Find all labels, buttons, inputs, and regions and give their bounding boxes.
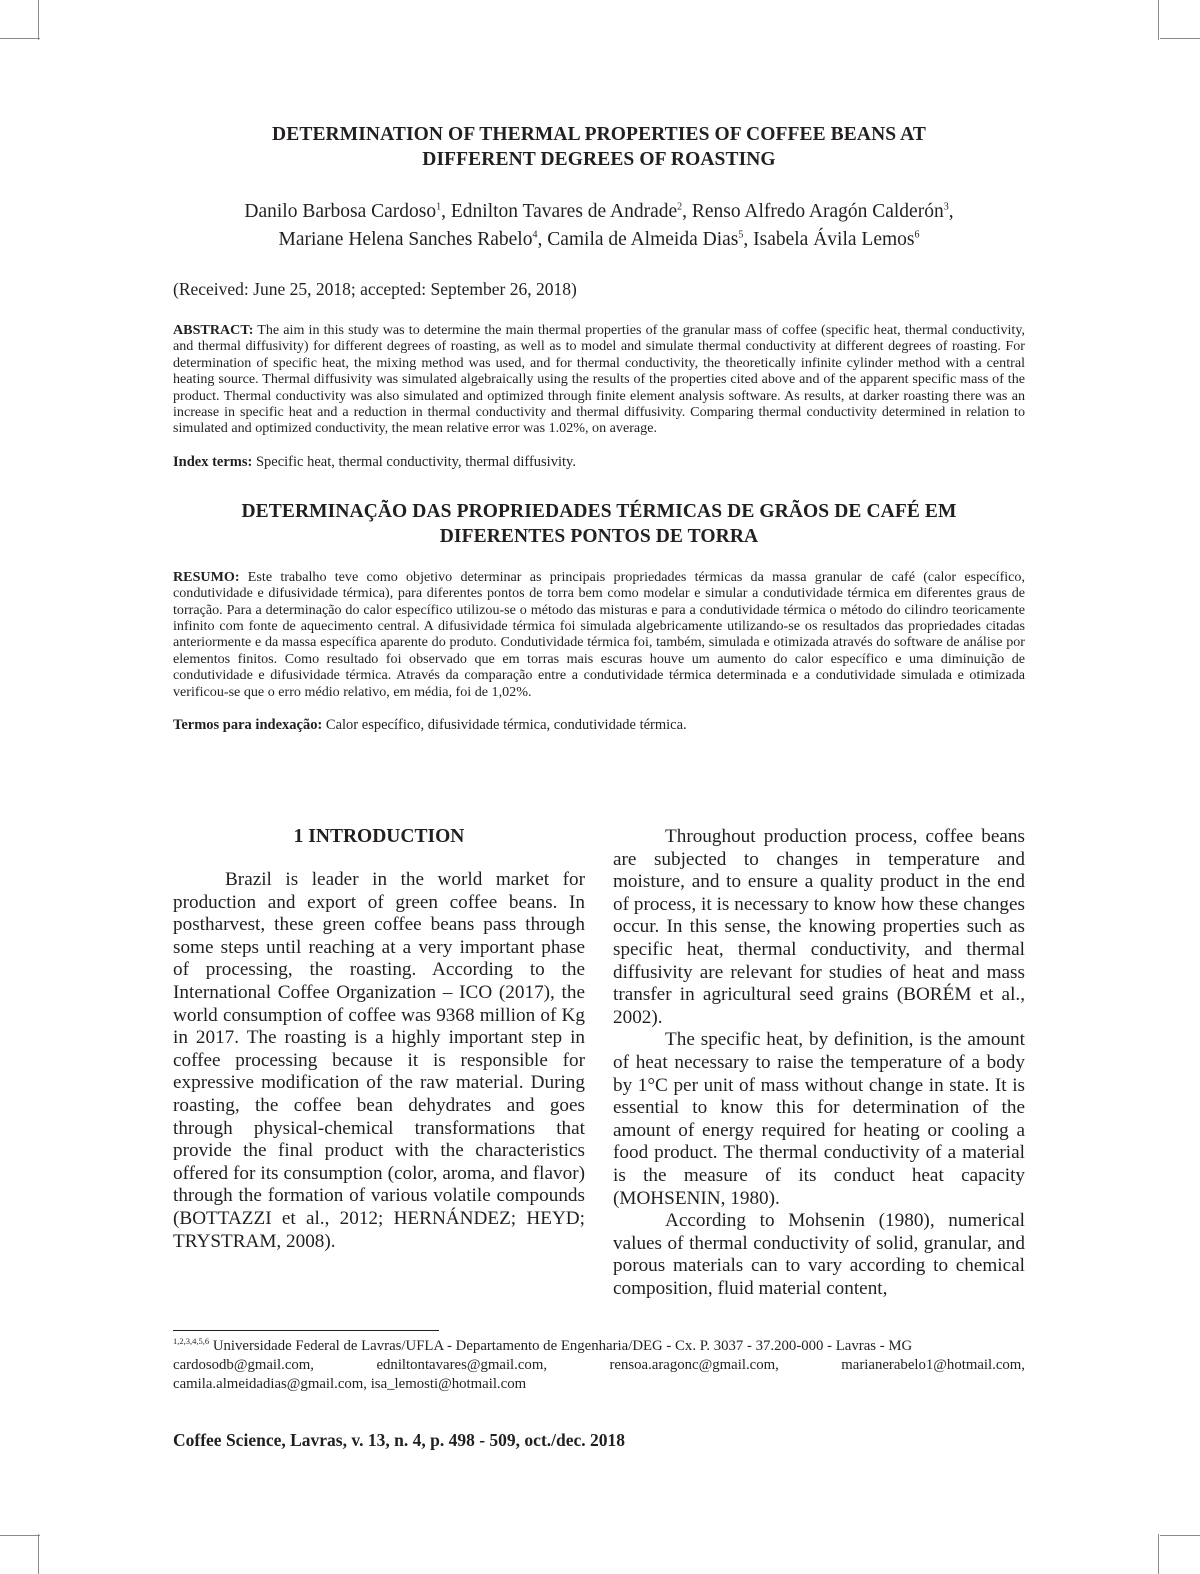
- resumo-label: RESUMO:: [173, 568, 240, 585]
- index-terms-label: Index terms:: [173, 453, 253, 470]
- index-terms-text: Specific heat, thermal conductivity, thermal diffusivity.: [252, 453, 576, 470]
- author: Camila de Almeida Dias$^5$,: [547, 229, 754, 250]
- paragraph: According to Mohsenin (1980), numerical values of thermal conductivity of solid, granular, and porous materials can to vary according to chemical composition, fluid material content,: [613, 1210, 1025, 1299]
- paragraph: Throughout production process, coffee beans are subjected to changes in temperature and moisture, and to ensure a quality product in the end of process, it is necessary to know how these changes occur. In this sense, the knowing properties such as specific heat, thermal conductivity, and thermal diffusivity are relevant for studies of heat and mass transfer in agricultural seed grains (BORÉM et al., 2002).: [613, 826, 1025, 1028]
- crop-mark: [1158, 1534, 1159, 1574]
- author: Isabela Ávila Lemos$^6$: [753, 229, 920, 250]
- crop-mark: [0, 1535, 40, 1536]
- author-emails: camila.almeidadias@gmail.com, isa_lemosti@hotmail.com: [173, 1376, 527, 1392]
- left-column: [173, 826, 585, 1300]
- author: Danilo Barbosa Cardoso$^1$,: [244, 201, 451, 222]
- termos-label: Termos para indexação:: [173, 717, 323, 734]
- crop-mark: [38, 0, 39, 40]
- right-column: [613, 826, 1025, 1300]
- paper-title-line-1: DETERMINATION OF THERMAL PROPERTIES OF COFFEE BEANS AT: [272, 124, 926, 145]
- abstract: [173, 322, 1025, 437]
- affiliation-footnote: [173, 1337, 1025, 1394]
- termos-indexacao: [173, 716, 1025, 734]
- paper-front-matter: [173, 122, 1025, 734]
- crop-mark: [38, 1534, 39, 1574]
- termos-text: Calor específico, difusividade térmica, condutividade térmica.: [322, 717, 687, 734]
- footnote-marker: 1,2,3,4,5,6: [173, 1336, 210, 1347]
- affiliation-text: Universidade Federal de Lavras/UFLA - Departamento de Engenharia/DEG - Cx. P. 3037 - 37.200-000 - Lavras - MG: [209, 1338, 913, 1354]
- paper-title-pt-line-1: DETERMINAÇÃO DAS PROPRIEDADES TÉRMICAS DE GRÃOS DE CAFÉ EM: [241, 500, 957, 522]
- resumo-text: Este trabalho teve como objetivo determinar as principais propriedades térmicas da massa granular de café (calor específico, condutividade e difusividade térmica), para diferentes pontos de torra bem como modelar e simular a condutividade térmica em diferentes graus de torração. Para a determinação do calor específico utilizou-se o método das misturas e para a condutividade térmica o método do cilindro teoricamente infinito com fonte de aquecimento central. A difusividade térmica foi simulada algebricamente utilizando-se os resultados das propriedades citadas anteriormente e da massa específica aparente do produto. Condutividade térmica foi, também, simulada e otimizada através do software de análise por elementos finitos. Como resultado foi observado que em torras mais escuras houve um aumento do calor específico e uma diminuição de condutividade e difusividade térmica. Através da comparação entre a condutividade térmica determinada e a condutividade simulada e otimizada verificou-se que o erro médio relativo, em média, foi de 1,02%.: [173, 568, 1025, 700]
- author-emails: cardosodb@gmail.com, edniltontavares@gmail.com, rensoa.aragonc@gmail.com, marianerabelo1@hotmail.com,: [173, 1357, 1025, 1373]
- abstract-label: ABSTRACT:: [173, 322, 254, 338]
- index-terms: [173, 453, 1025, 471]
- abstract-text: The aim in this study was to determine the main thermal properties of the granular mass of coffee (specific heat, thermal conductivity, and thermal diffusivity) for different degrees of roasting, as well as to model and simulate thermal conductivity at different degrees of roasting. For determination of specific heat, the mixing method was used, and for thermal conductivity, the theoretically infinite cylinder method with a central heating source. Thermal diffusivity was simulated algebraically using the results of the properties cited above and of the apparent specific mass of the product. Thermal conductivity was also simulated and optimized through finite element analysis software. As results, at darker roasting there was an increase in specific heat and a reduction in thermal conductivity and thermal diffusivity. Comparing thermal conductivity determined in relation to simulated and optimized conductivity, the mean relative error was 1.02%, on average.: [173, 322, 1025, 437]
- crop-mark: [1158, 0, 1159, 40]
- crop-mark: [1160, 1535, 1200, 1536]
- crop-mark: [0, 38, 40, 39]
- received-dates: (Received: June 25, 2018; accepted: September 26, 2018): [173, 279, 577, 299]
- crop-mark: [1160, 38, 1200, 39]
- paper-title-portuguese: [173, 499, 1025, 549]
- section-heading-introduction: 1 INTRODUCTION: [293, 826, 465, 847]
- author: Renso Alfredo Aragón Calderón$^3$,: [691, 201, 954, 222]
- body-columns: [173, 826, 1025, 1300]
- paper-title: [173, 122, 1025, 172]
- author: Mariane Helena Sanches Rabelo$^4$,: [278, 229, 548, 250]
- author-list: [173, 198, 1025, 254]
- author: Ednilton Tavares de Andrade$^2$,: [450, 201, 692, 222]
- resumo: [173, 569, 1025, 700]
- journal-citation: Coffee Science, Lavras, v. 13, n. 4, p. 498 - 509, oct./dec. 2018: [173, 1430, 626, 1450]
- footnote-divider: [173, 1330, 439, 1331]
- paragraph: Brazil is leader in the world market for production and export of green coffee beans. In postharvest, these green coffee beans pass through some steps until reaching at a very important phase of processing, the roasting. According to the International Coffee Organization – ICO (2017), the world consumption of coffee was 9368 million of Kg in 2017. The roasting is a highly important step in coffee processing because it is responsible for expressive modification of the raw material. During roasting, the coffee bean dehydrates and goes through physical-chemical transformations that provide the final product with the characteristics offered for its consumption (color, aroma, and flavor) through the formation of various volatile compounds (BOTTAZZI et al., 2012; HERNÁNDEZ; HEYD; TRYSTRAM, 2008).: [173, 869, 585, 1252]
- paper-title-line-2: DIFFERENT DEGREES OF ROASTING: [422, 149, 776, 170]
- paper-title-pt-line-2: DIFERENTES PONTOS DE TORRA: [439, 525, 759, 547]
- paragraph: The specific heat, by definition, is the amount of heat necessary to raise the temperature of a body by 1°C per unit of mass without change in state. It is essential to know this for determination of the amount of energy required for heating or cooling a food product. The thermal conductivity of a material is the measure of its conduct heat capacity (MOHSENIN, 1980).: [613, 1029, 1025, 1209]
